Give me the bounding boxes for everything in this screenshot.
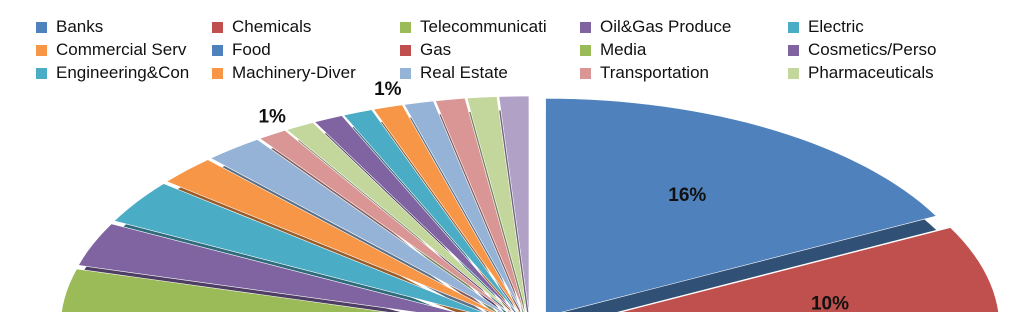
- slice-percent-label: 16%: [668, 184, 707, 206]
- slice-percent-label: 1%: [374, 79, 402, 100]
- legend-label: Food: [232, 40, 271, 59]
- legend-label: Chemicals: [232, 17, 312, 36]
- legend-label: Telecommunicati: [420, 17, 547, 36]
- legend-label: Banks: [56, 17, 104, 36]
- legend-label: Engineering&Con: [56, 63, 190, 82]
- legend-label: Machinery-Diver: [232, 63, 356, 82]
- legend-label: Cosmetics/Perso: [808, 40, 937, 59]
- legend-label: Media: [600, 40, 647, 59]
- legend-label: Pharmaceuticals: [808, 63, 934, 82]
- legend-label: Electric: [808, 17, 864, 36]
- legend-label: Gas: [420, 40, 452, 59]
- slice-percent-label: 1%: [258, 106, 286, 128]
- legend-label: Oil&Gas Produce: [600, 17, 732, 36]
- slice-percent-label: 10%: [810, 293, 850, 312]
- legend-label: Real Estate: [420, 63, 508, 82]
- legend-label: Transportation: [600, 63, 709, 82]
- legend-label: Commercial Serv: [56, 40, 187, 59]
